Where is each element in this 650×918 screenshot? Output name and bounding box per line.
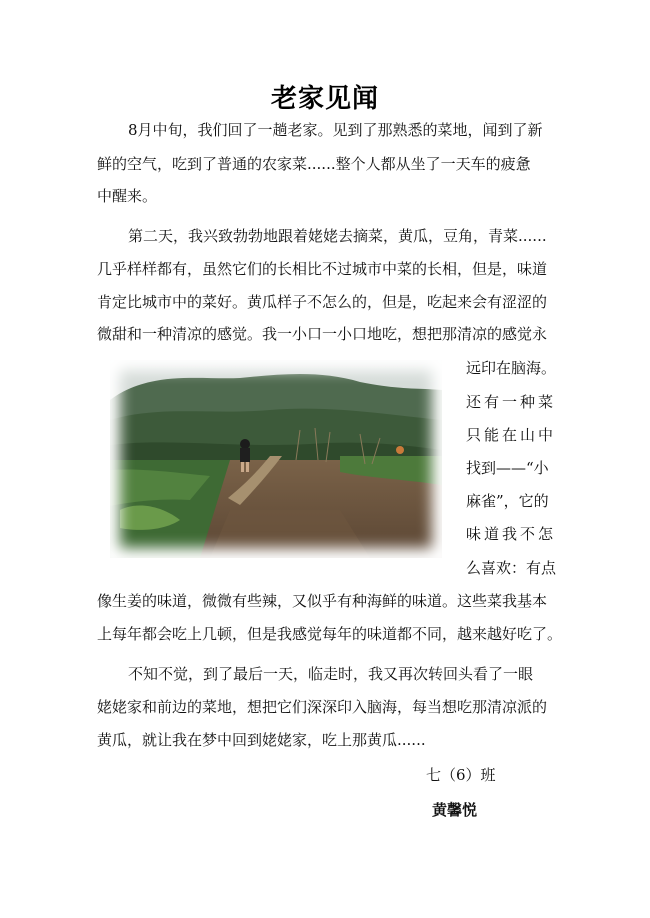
side-line-6: 味道我不怎 [466,525,557,543]
side-line-2: 还有一种菜 [466,393,557,411]
class-label: 七（6）班 [426,766,496,784]
garden-photo [110,360,442,558]
paragraph-2-line-4: 微甜和一种清凉的感觉。我一小口一小口地吃，想把那清凉的感觉永 [97,325,548,343]
paragraph-2-line-2: 几乎样样都有，虽然它们的长相比不过城市中菜的长相，但是，味道 [97,260,548,278]
paragraph-2-end-line-2: 上每年都会吃上几顿，但是我感觉每年的味道都不同，越来越好吃了。 [97,625,563,643]
paragraph-2-line-3: 肯定比城市中的菜好。黄瓜样子不怎么的，但是，吃起来会有涩涩的 [97,293,548,311]
side-line-7: 么喜欢：有点 [466,559,557,577]
page-title: 老家见闻 [270,84,379,114]
paragraph-2-line-1: 第二天，我兴致勃勃地跟着姥姥去摘菜，黄瓜，豆角，青菜...... [128,227,547,245]
paragraph-3-line-3: 黄瓜，就让我在梦中回到姥姥家，吃上那黄瓜...... [97,731,426,749]
side-line-4: 找到——“小 [466,459,549,477]
side-line-5: 麻雀”，它的 [466,492,549,510]
side-line-3: 只能在山中 [466,426,557,444]
paragraph-3-line-1: 不知不觉，到了最后一天，临走时，我又再次转回头看了一眼 [128,665,534,683]
author-name: 黄馨悦 [432,801,478,819]
paragraph-1-line-1: 8月中旬，我们回了一趟老家。见到了那熟悉的菜地，闻到了新 [128,121,543,139]
paragraph-1-line-3: 中醒来。 [97,187,158,205]
side-line-1: 远印在脑海。 [466,359,557,377]
paragraph-2-end-line-1: 像生姜的味道，微微有些辣，又似乎有种海鲜的味道。这些菜我基本 [97,592,548,610]
paragraph-1-line-2: 鲜的空气，吃到了普通的农家菜......整个人都从坐了一天车的疲惫 [97,155,531,173]
paragraph-3-line-2: 姥姥家和前边的菜地，想把它们深深印入脑海，每当想吃那清凉派的 [97,698,548,716]
